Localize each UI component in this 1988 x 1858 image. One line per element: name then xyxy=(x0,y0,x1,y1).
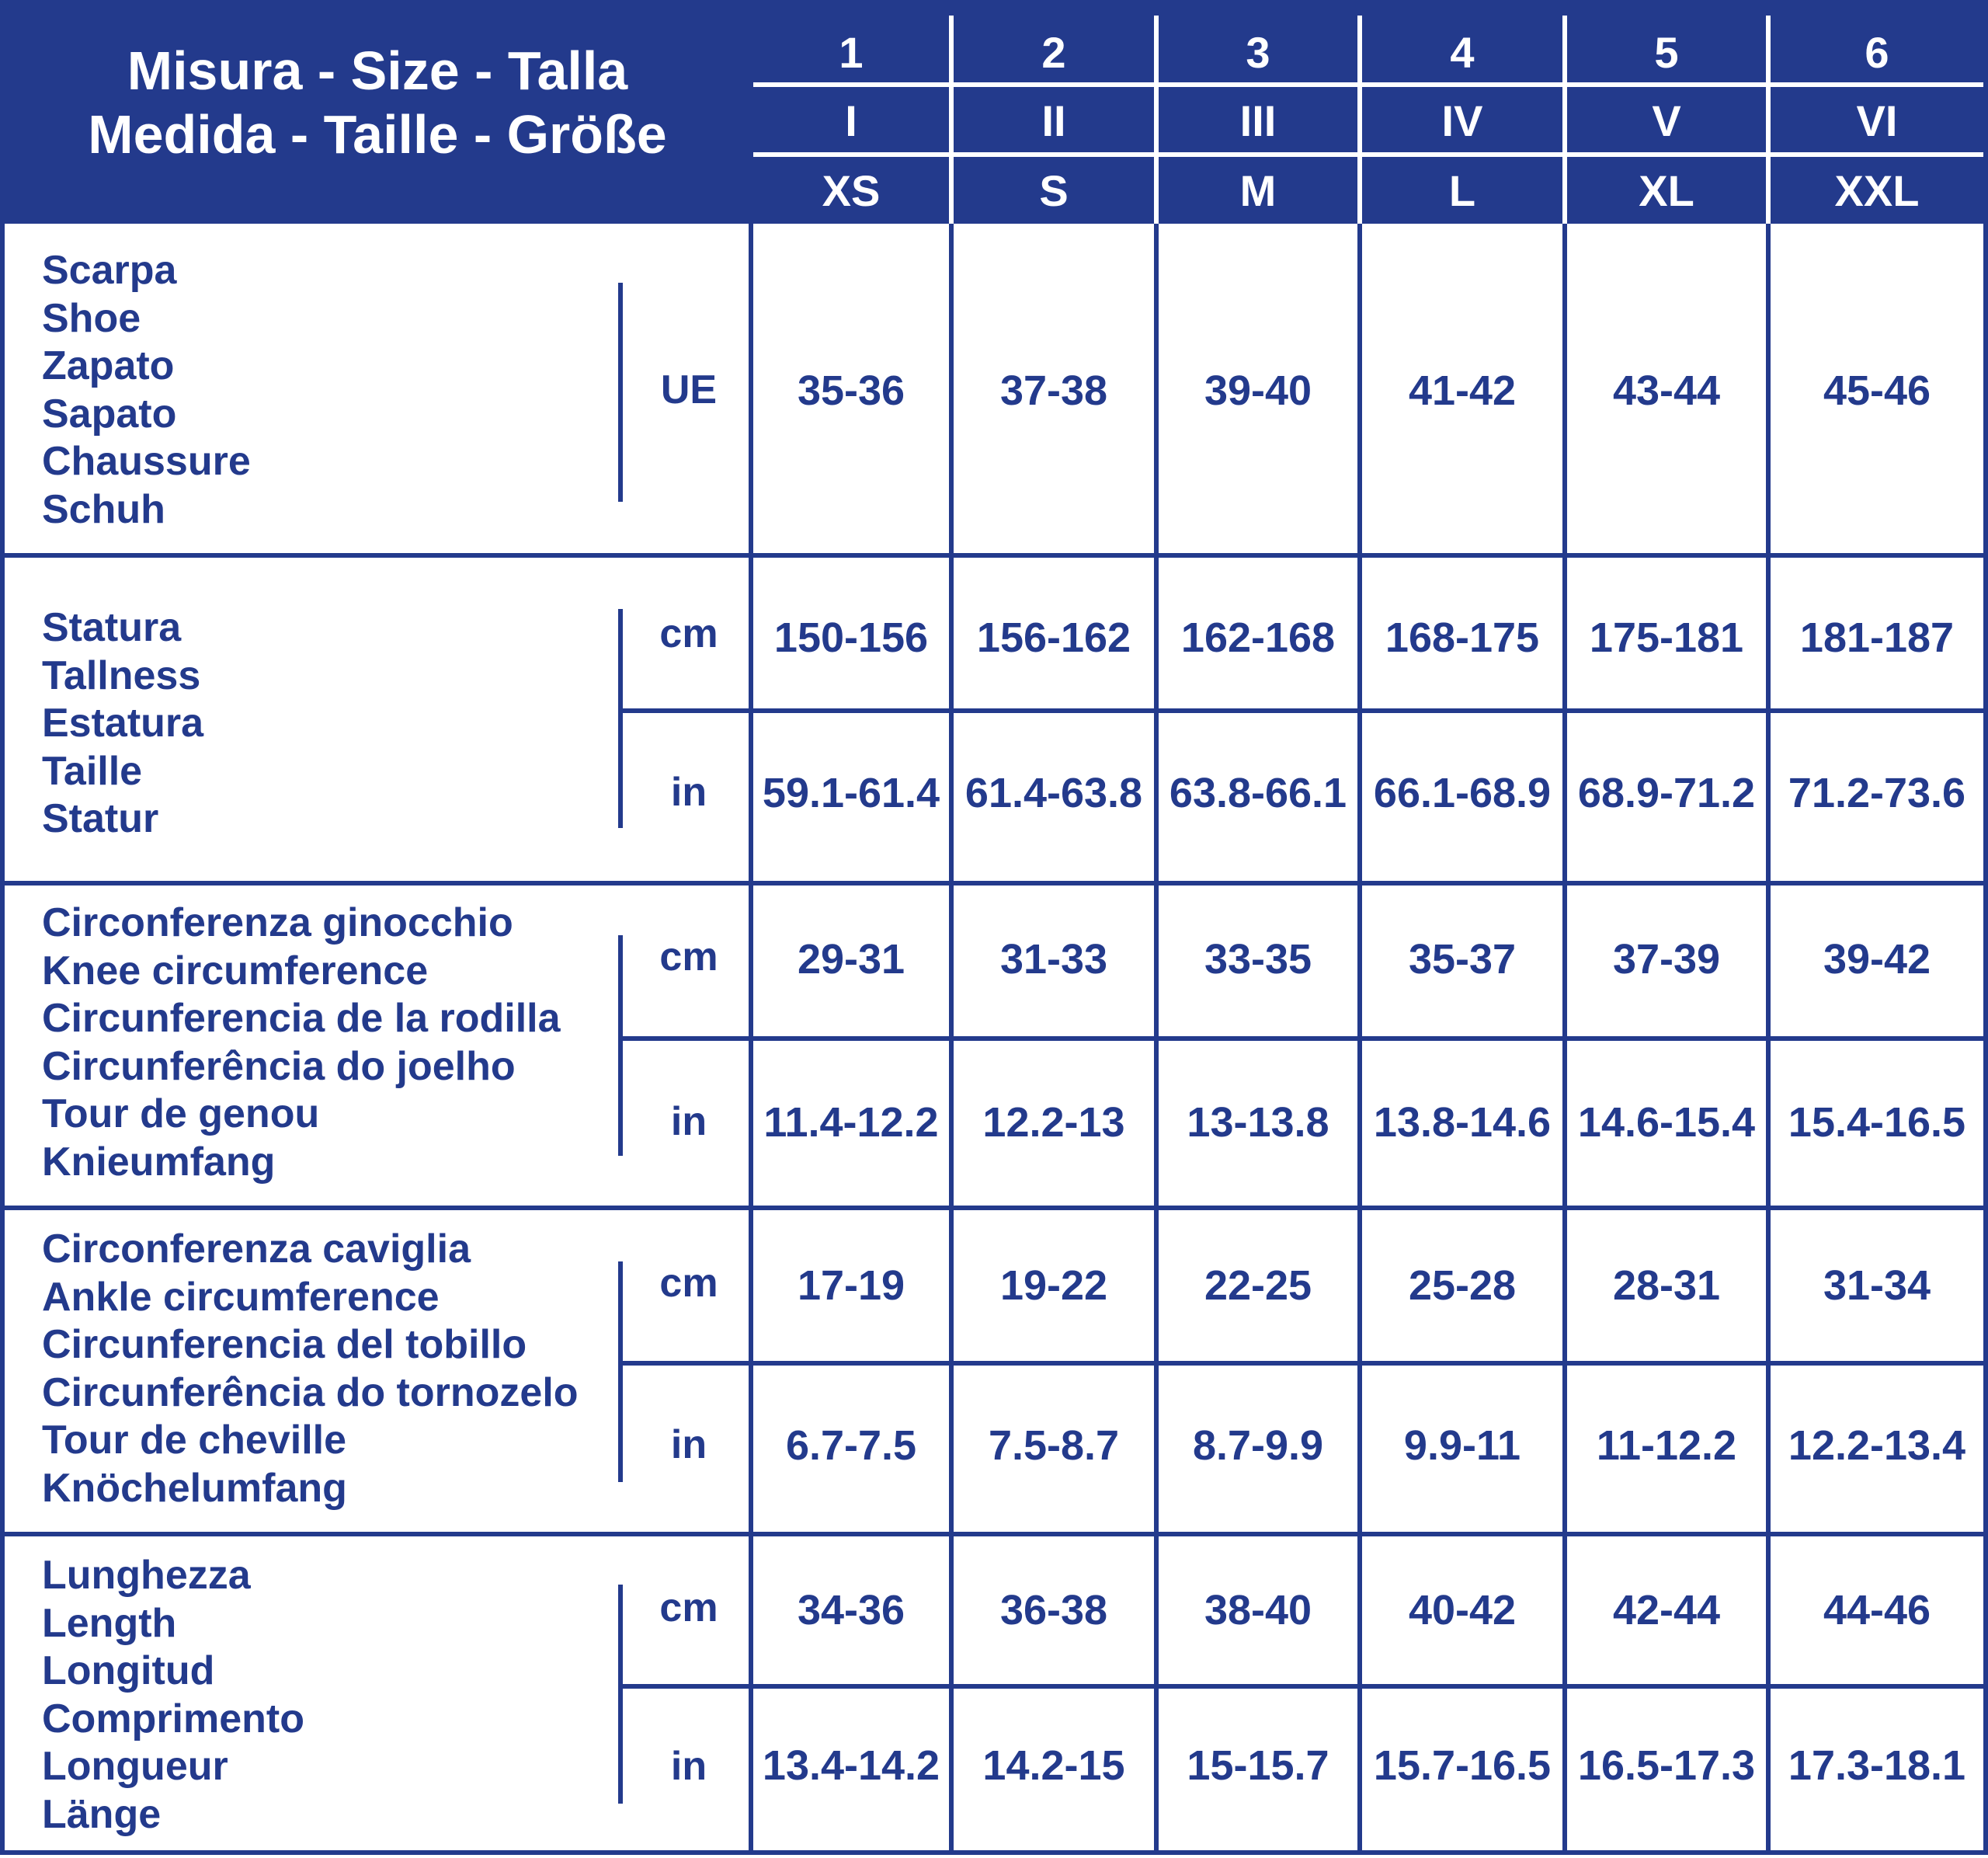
knee-labels xyxy=(42,899,561,1186)
label-line: Statura xyxy=(42,605,182,650)
label-line: Longueur xyxy=(42,1744,228,1789)
unit-label: in xyxy=(670,1422,707,1467)
section-divider xyxy=(5,1532,1983,1536)
value-cell: 15.7-16.5 xyxy=(1373,1742,1552,1789)
header-row-divider xyxy=(753,152,1983,157)
value-cell: 14.2-15 xyxy=(982,1742,1125,1789)
size-roman: III xyxy=(1239,96,1277,145)
value-cell: 38-40 xyxy=(1204,1587,1312,1634)
value-cell: 31-33 xyxy=(999,936,1108,983)
value-cell: 16.5-17.3 xyxy=(1577,1742,1756,1789)
value-cell: 19-22 xyxy=(999,1262,1108,1309)
value-cell: 43-44 xyxy=(1612,367,1721,414)
label-line: Länge xyxy=(42,1791,162,1837)
label-line: Knee circumference xyxy=(42,948,429,993)
label-line: Chaussure xyxy=(42,439,251,484)
label-line: Length xyxy=(42,1600,177,1646)
value-cell: 59.1-61.4 xyxy=(762,770,940,816)
value-cell: 37-38 xyxy=(999,367,1108,414)
value-cell: 150-156 xyxy=(773,614,929,661)
label-line: Tour de cheville xyxy=(42,1418,347,1463)
label-line: Schuh xyxy=(42,486,165,532)
value-cell: 68.9-71.2 xyxy=(1577,770,1756,816)
value-cell: 45-46 xyxy=(1823,367,1931,414)
label-line: Taille xyxy=(42,748,143,794)
label-line: Circonferenza caviglia xyxy=(42,1226,471,1272)
value-cell: 44-46 xyxy=(1823,1587,1931,1634)
value-cell: 14.6-15.4 xyxy=(1577,1099,1756,1146)
size-number: 5 xyxy=(1654,28,1679,77)
size-letter: XS xyxy=(822,166,881,215)
value-cell: 63.8-66.1 xyxy=(1169,770,1347,816)
length-labels xyxy=(42,1552,304,1839)
value-cell: 156-162 xyxy=(976,614,1131,661)
label-bracket xyxy=(618,1585,623,1804)
label-line: Ankle circumference xyxy=(42,1274,440,1320)
value-cell: 15-15.7 xyxy=(1187,1742,1329,1789)
unit-label: cm xyxy=(659,1585,718,1630)
unit-row-divider xyxy=(618,1684,1983,1689)
value-cell: 61.4-63.8 xyxy=(964,770,1143,816)
size-roman: II xyxy=(1041,96,1066,145)
value-cell: 36-38 xyxy=(999,1587,1108,1634)
label-bracket xyxy=(618,935,623,1156)
label-line: Circunferencia de la rodilla xyxy=(42,996,561,1041)
label-line: Circunferência do tornozelo xyxy=(42,1369,579,1415)
value-cell: 13-13.8 xyxy=(1187,1099,1329,1146)
label-line: Circunferencia del tobillo xyxy=(42,1322,527,1367)
size-roman: I xyxy=(845,96,857,145)
value-cell: 181-187 xyxy=(1799,614,1955,661)
value-cell: 35-36 xyxy=(797,367,905,414)
unit-label: cm xyxy=(659,1261,718,1306)
label-line: Knieumfang xyxy=(42,1139,276,1185)
ankle-labels xyxy=(42,1226,579,1512)
value-cell: 71.2-73.6 xyxy=(1788,770,1966,816)
unit-label: in xyxy=(670,1744,707,1789)
size-letter: L xyxy=(1448,166,1476,215)
size-letter: XL xyxy=(1639,166,1694,215)
size-number: 1 xyxy=(839,28,864,77)
height-labels xyxy=(42,604,203,844)
value-cell: 28-31 xyxy=(1612,1262,1721,1309)
value-cell: 8.7-9.9 xyxy=(1192,1422,1324,1469)
value-cell: 39-42 xyxy=(1823,936,1931,983)
label-line: Sapato xyxy=(42,391,177,437)
value-cell: 37-39 xyxy=(1612,936,1721,983)
value-cell: 66.1-68.9 xyxy=(1373,770,1552,816)
value-cell: 17-19 xyxy=(797,1262,905,1309)
value-cell: 13.8-14.6 xyxy=(1373,1099,1552,1146)
value-cell: 29-31 xyxy=(797,936,905,983)
value-cell: 11-12.2 xyxy=(1596,1422,1737,1469)
label-line: Scarpa xyxy=(42,248,177,293)
header-title-line-1: Misura - Size - Talla xyxy=(127,40,628,101)
unit-label: UE xyxy=(660,367,718,412)
size-roman: V xyxy=(1652,96,1681,145)
size-roman: IV xyxy=(1441,96,1483,145)
unit-label: in xyxy=(670,770,707,815)
label-line: Lunghezza xyxy=(42,1553,251,1598)
label-bracket xyxy=(618,609,623,828)
header-title xyxy=(5,39,750,166)
size-number: 2 xyxy=(1041,28,1066,77)
label-line: Zapato xyxy=(42,343,175,388)
unit-row-divider xyxy=(618,1361,1983,1366)
label-line: Knöchelumfang xyxy=(42,1465,347,1511)
value-cell: 31-34 xyxy=(1823,1262,1931,1309)
label-bracket xyxy=(618,1261,623,1482)
header-title-line-2: Medida - Taille - Größe xyxy=(88,104,667,165)
value-cell: 22-25 xyxy=(1204,1262,1312,1309)
value-cell: 39-40 xyxy=(1204,367,1312,414)
size-number: 6 xyxy=(1865,28,1889,77)
value-cell: 162-168 xyxy=(1180,614,1336,661)
size-roman: VI xyxy=(1856,96,1898,145)
value-cell: 40-42 xyxy=(1408,1587,1517,1634)
value-cell: 17.3-18.1 xyxy=(1788,1742,1966,1789)
value-cell: 9.9-11 xyxy=(1403,1422,1521,1469)
size-letter: M xyxy=(1239,166,1277,215)
unit-label: cm xyxy=(659,611,718,656)
value-cell: 7.5-8.7 xyxy=(988,1422,1120,1469)
size-number: 4 xyxy=(1450,28,1475,77)
unit-row-divider xyxy=(618,1036,1983,1041)
unit-row-divider xyxy=(618,708,1983,713)
label-line: Statur xyxy=(42,796,159,841)
unit-label: in xyxy=(670,1099,707,1144)
label-line: Circunferência do joelho xyxy=(42,1043,516,1089)
label-line: Comprimento xyxy=(42,1696,304,1741)
value-cell: 41-42 xyxy=(1408,367,1517,414)
value-cell: 11.4-12.2 xyxy=(763,1099,939,1146)
value-cell: 35-37 xyxy=(1408,936,1517,983)
table-header xyxy=(5,5,1983,224)
value-cell: 33-35 xyxy=(1204,936,1312,983)
section-divider xyxy=(5,1206,1983,1210)
header-row-divider xyxy=(753,82,1983,87)
label-line: Longitud xyxy=(42,1648,215,1693)
value-cell: 25-28 xyxy=(1408,1262,1517,1309)
label-line: Estatura xyxy=(42,701,204,746)
value-cell: 12.2-13.4 xyxy=(1788,1422,1966,1469)
section-divider xyxy=(5,553,1983,558)
value-cell: 6.7-7.5 xyxy=(785,1422,917,1469)
label-bracket xyxy=(618,283,623,502)
value-cell: 168-175 xyxy=(1385,614,1540,661)
section-divider xyxy=(5,881,1983,886)
value-cell: 12.2-13 xyxy=(982,1099,1125,1146)
size-number: 3 xyxy=(1246,28,1270,77)
value-cell: 13.4-14.2 xyxy=(762,1742,940,1789)
label-line: Tour de genou xyxy=(42,1091,320,1136)
size-letter: S xyxy=(1039,166,1069,215)
value-cell: 15.4-16.5 xyxy=(1788,1099,1966,1146)
label-line: Circonferenza ginocchio xyxy=(42,900,513,945)
size-letter: XXL xyxy=(1834,166,1920,215)
value-cell: 34-36 xyxy=(797,1587,905,1634)
unit-label: cm xyxy=(659,934,718,979)
label-line: Tallness xyxy=(42,652,201,698)
value-cell: 42-44 xyxy=(1612,1587,1721,1634)
value-cell: 175-181 xyxy=(1589,614,1744,661)
shoe-labels xyxy=(42,247,251,534)
label-line: Shoe xyxy=(42,295,141,341)
